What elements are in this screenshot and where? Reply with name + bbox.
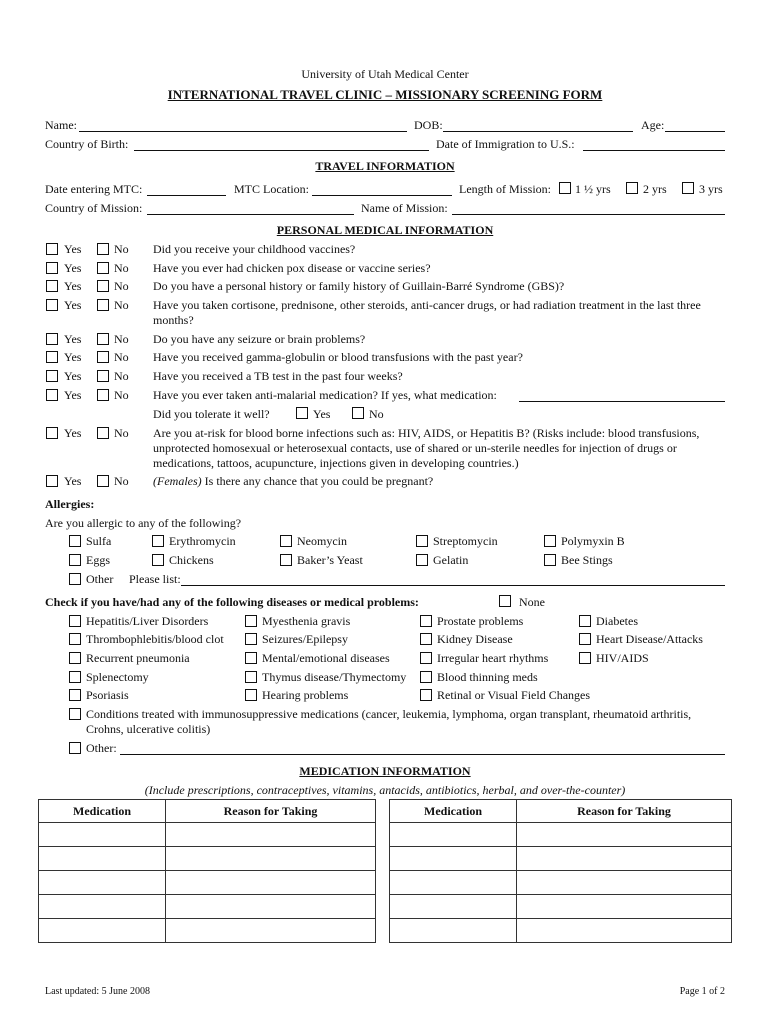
no-label: No — [114, 242, 129, 256]
length-2-checkbox[interactable] — [626, 182, 638, 194]
q7-no-checkbox[interactable] — [97, 370, 109, 382]
q2-yes-checkbox[interactable] — [46, 262, 58, 274]
condition-seizures-checkbox[interactable] — [245, 633, 257, 645]
question-text: Are you at-risk for blood borne infections such as: HIV, AIDS, or Hepatitis B? (Risks include: blood transfusions, unprotected homosexual or heterosexual contacts, use of shared or un-sterile needles for injection of drugs or medications, tattoos, acupuncture, injections given in developing countries.) — [153, 426, 700, 470]
condition-thymus-checkbox[interactable] — [245, 671, 257, 683]
q5-yes-checkbox[interactable] — [46, 333, 58, 345]
medication-column-header: Medication — [390, 800, 517, 823]
yes-label: Yes — [64, 369, 82, 383]
condition-pneumonia-checkbox[interactable] — [69, 652, 81, 664]
condition-label: Diabetes — [596, 614, 638, 628]
condition-label: Irregular heart rhythms — [437, 651, 549, 665]
q8-no-checkbox[interactable] — [97, 389, 109, 401]
reason-cell[interactable] — [166, 919, 376, 943]
conditions-none-label: None — [519, 595, 545, 609]
q5-no-checkbox[interactable] — [97, 333, 109, 345]
condition-other-field[interactable] — [120, 754, 725, 755]
anti-malarial-medication-field[interactable] — [519, 401, 725, 402]
no-label: No — [114, 388, 129, 402]
no-label: No — [114, 350, 129, 364]
name-label: Name: — [45, 118, 77, 132]
name-field[interactable] — [79, 131, 407, 132]
table-row — [39, 823, 376, 847]
please-list-label: Please list: — [129, 572, 181, 586]
condition-psoriasis-checkbox[interactable] — [69, 689, 81, 701]
condition-label: Mental/emotional diseases — [262, 651, 390, 665]
condition-label: Hearing problems — [262, 688, 349, 702]
medication-cell[interactable] — [390, 871, 517, 895]
q10-no-checkbox[interactable] — [97, 475, 109, 487]
condition-other-checkbox[interactable] — [69, 742, 81, 754]
medication-subheading: (Include prescriptions, contraceptives, vitamins, antacids, antibiotics, herbal, and over-the-counter) — [144, 783, 626, 797]
q4-no-checkbox[interactable] — [97, 299, 109, 311]
allergy-gelatin-checkbox[interactable] — [416, 554, 428, 566]
immigration-date-label: Date of Immigration to U.S.: — [436, 137, 575, 151]
dob-field[interactable] — [443, 131, 633, 132]
allergy-label: Polymyxin B — [561, 534, 625, 548]
medication-table-left — [38, 799, 376, 943]
tolerate-label: Did you tolerate it well? — [153, 407, 270, 421]
form-title: INTERNATIONAL TRAVEL CLINIC – MISSIONARY SCREENING FORM — [167, 87, 603, 102]
no-label: No — [114, 369, 129, 383]
question-text: Have you ever taken anti-malarial medication? If yes, what medication: — [153, 388, 497, 402]
table-row — [39, 847, 376, 871]
no-label: No — [114, 474, 129, 488]
q6-no-checkbox[interactable] — [97, 351, 109, 363]
condition-label: HIV/AIDS — [596, 651, 649, 665]
allergy-bakers-yeast-checkbox[interactable] — [280, 554, 292, 566]
tolerate-no-checkbox[interactable] — [352, 407, 364, 419]
allergy-label: Bee Stings — [561, 553, 613, 567]
travel-heading: TRAVEL INFORMATION — [315, 159, 455, 173]
condition-retinal-checkbox[interactable] — [420, 689, 432, 701]
allergy-other-checkbox[interactable] — [69, 573, 81, 585]
yes-label: Yes — [64, 332, 82, 346]
question-text: Have you taken cortisone, prednisone, other steroids, anti-cancer drugs, or had radiation treatment in the last three months? — [153, 298, 701, 327]
reason-cell[interactable] — [517, 823, 732, 847]
no-label: No — [114, 426, 129, 440]
yes-label: Yes — [64, 474, 82, 488]
condition-label: Kidney Disease — [437, 632, 513, 646]
condition-label: Seizures/Epilepsy — [262, 632, 348, 646]
no-label: No — [114, 298, 129, 312]
reason-cell[interactable] — [166, 847, 376, 871]
medication-cell[interactable] — [39, 919, 166, 943]
yes-label: Yes — [64, 261, 82, 275]
conditions-none-checkbox[interactable] — [499, 595, 511, 607]
medication-heading: MEDICATION INFORMATION — [299, 764, 471, 778]
condition-prostate-checkbox[interactable] — [420, 615, 432, 627]
length-of-mission-label: Length of Mission: — [459, 182, 551, 196]
condition-hearing-checkbox[interactable] — [245, 689, 257, 701]
condition-label: Thymus disease/Thymectomy — [262, 670, 407, 684]
question-text: Do you have a personal history or family history of Guillain-Barré Syndrome (GBS)? — [153, 279, 565, 293]
no-label: No — [114, 261, 129, 275]
allergy-list-field[interactable] — [181, 585, 725, 586]
q1-yes-checkbox[interactable] — [46, 243, 58, 255]
medication-cell[interactable] — [39, 895, 166, 919]
medication-cell[interactable] — [390, 823, 517, 847]
yes-label: Yes — [64, 426, 82, 440]
question-text: Do you have any seizure or brain problems? — [153, 332, 366, 346]
medication-cell[interactable] — [39, 871, 166, 895]
reason-cell[interactable] — [166, 871, 376, 895]
question-text: Have you received gamma-globulin or blood transfusions with the past year? — [153, 350, 523, 364]
no-label: No — [369, 407, 384, 421]
reason-cell[interactable] — [166, 895, 376, 919]
country-of-mission-label: Country of Mission: — [45, 201, 143, 215]
q10-yes-checkbox[interactable] — [46, 475, 58, 487]
question-text — [153, 474, 433, 489]
no-label: No — [114, 279, 129, 293]
allergy-label: Gelatin — [433, 553, 469, 567]
reason-cell[interactable] — [166, 823, 376, 847]
age-field[interactable] — [665, 131, 725, 132]
condition-label: Hepatitis/Liver Disorders — [86, 614, 209, 628]
allergies-question: Are you allergic to any of the following? — [45, 516, 242, 530]
condition-label: Recurrent pneumonia — [86, 651, 190, 665]
reason-column-header: Reason for Taking — [517, 800, 732, 823]
last-updated: Last updated: 5 June 2008 — [45, 986, 150, 997]
q4-yes-checkbox[interactable] — [46, 299, 58, 311]
yes-label: Yes — [64, 350, 82, 364]
condition-blood-thinning-checkbox[interactable] — [420, 671, 432, 683]
reason-cell[interactable] — [517, 871, 732, 895]
reason-cell[interactable] — [517, 847, 732, 871]
allergy-eggs-checkbox[interactable] — [69, 554, 81, 566]
medication-column-header: Medication — [39, 800, 166, 823]
yes-label: Yes — [64, 388, 82, 402]
allergy-label: Eggs — [86, 553, 110, 567]
page-number: Page 1 of 2 — [679, 986, 725, 997]
condition-thrombophlebitis-checkbox[interactable] — [69, 633, 81, 645]
country-of-mission-field[interactable] — [147, 214, 354, 215]
dob-label: DOB: — [414, 118, 443, 132]
condition-hiv-checkbox[interactable] — [579, 652, 591, 664]
medication-cell[interactable] — [39, 823, 166, 847]
table-row — [39, 895, 376, 919]
allergy-other-label: Other — [86, 572, 114, 586]
q1-no-checkbox[interactable] — [97, 243, 109, 255]
allergy-neomycin-checkbox[interactable] — [280, 535, 292, 547]
condition-label: Heart Disease/Attacks — [596, 632, 703, 646]
table-row — [390, 823, 732, 847]
personal-medical-heading: PERSONAL MEDICAL INFORMATION — [276, 223, 494, 237]
q6-yes-checkbox[interactable] — [46, 351, 58, 363]
condition-label: Myesthenia gravis — [262, 614, 351, 628]
allergy-label: Streptomycin — [433, 534, 498, 548]
length-1-5-checkbox[interactable] — [559, 182, 571, 194]
allergy-polymyxin-checkbox[interactable] — [544, 535, 556, 547]
date-entering-mtc-label: Date entering MTC: — [45, 182, 143, 196]
allergy-chickens-checkbox[interactable] — [152, 554, 164, 566]
reason-cell[interactable] — [517, 919, 732, 943]
medication-cell[interactable] — [390, 919, 517, 943]
mtc-location-label: MTC Location: — [234, 182, 309, 196]
allergy-label: Neomycin — [297, 534, 347, 548]
question-text: Have you ever had chicken pox disease or vaccine series? — [153, 261, 431, 275]
q9-yes-checkbox[interactable] — [46, 427, 58, 439]
country-of-birth-label: Country of Birth: — [45, 137, 129, 151]
no-label: No — [114, 332, 129, 346]
females-prefix: (Females) — [153, 474, 202, 488]
length-3-label: 3 yrs — [699, 182, 723, 196]
yes-label: Yes — [64, 279, 82, 293]
name-of-mission-field[interactable] — [452, 214, 725, 215]
condition-label: Retinal or Visual Field Changes — [437, 688, 591, 702]
condition-immunosuppressive-checkbox[interactable] — [69, 708, 81, 720]
name-of-mission-label: Name of Mission: — [361, 201, 448, 215]
pregnancy-question: Is there any chance that you could be pregnant? — [204, 474, 434, 488]
table-row — [390, 919, 732, 943]
question-text: Did you receive your childhood vaccines? — [153, 242, 356, 256]
yes-label: Yes — [64, 298, 82, 312]
medication-cell[interactable] — [39, 847, 166, 871]
table-row — [390, 895, 732, 919]
condition-heart-checkbox[interactable] — [579, 633, 591, 645]
allergy-label: Sulfa — [86, 534, 112, 548]
allergy-bee-stings-checkbox[interactable] — [544, 554, 556, 566]
condition-kidney-checkbox[interactable] — [420, 633, 432, 645]
length-3-checkbox[interactable] — [682, 182, 694, 194]
q7-yes-checkbox[interactable] — [46, 370, 58, 382]
allergy-streptomycin-checkbox[interactable] — [416, 535, 428, 547]
q8-yes-checkbox[interactable] — [46, 389, 58, 401]
q9-no-checkbox[interactable] — [97, 427, 109, 439]
q3-no-checkbox[interactable] — [97, 280, 109, 292]
condition-label: Psoriasis — [86, 688, 129, 702]
allergy-erythromycin-checkbox[interactable] — [152, 535, 164, 547]
reason-column-header: Reason for Taking — [166, 800, 376, 823]
age-label: Age: — [641, 118, 665, 132]
date-entering-mtc-field[interactable] — [147, 195, 226, 196]
allergy-label: Chickens — [169, 553, 214, 567]
condition-heart-rhythm-checkbox[interactable] — [420, 652, 432, 664]
condition-hepatitis-checkbox[interactable] — [69, 615, 81, 627]
medication-table-right — [389, 799, 732, 943]
medication-cell[interactable] — [390, 847, 517, 871]
condition-label: Thrombophlebitis/blood clot — [86, 632, 224, 646]
yes-label: Yes — [313, 407, 331, 421]
table-row — [39, 871, 376, 895]
condition-diabetes-checkbox[interactable] — [579, 615, 591, 627]
condition-label: Splenectomy — [86, 670, 149, 684]
allergy-label: Erythromycin — [169, 534, 236, 548]
allergy-label: Baker’s Yeast — [297, 553, 363, 567]
condition-label: Conditions treated with immunosuppressive medications (cancer, leukemia, lymphoma, organ transplant, rheumatoid arthritis, Crohns, ulcerative colitis) — [86, 707, 692, 736]
allergy-sulfa-checkbox[interactable] — [69, 535, 81, 547]
condition-myesthenia-checkbox[interactable] — [245, 615, 257, 627]
conditions-heading: Check if you have/had any of the following diseases or medical problems: — [45, 595, 419, 609]
tolerate-yes-checkbox[interactable] — [296, 407, 308, 419]
table-row — [39, 919, 376, 943]
question-text: Have you received a TB test in the past four weeks? — [153, 369, 403, 383]
allergies-heading: Allergies: — [45, 497, 95, 511]
medication-cell[interactable] — [390, 895, 517, 919]
immigration-date-field[interactable] — [583, 150, 725, 151]
yes-label: Yes — [64, 242, 82, 256]
condition-label: Prostate problems — [437, 614, 524, 628]
country-of-birth-field[interactable] — [134, 150, 429, 151]
q2-no-checkbox[interactable] — [97, 262, 109, 274]
institution-name: University of Utah Medical Center — [301, 67, 469, 81]
table-row — [390, 871, 732, 895]
table-row — [390, 847, 732, 871]
condition-splenectomy-checkbox[interactable] — [69, 671, 81, 683]
length-1-5-label: 1 ½ yrs — [575, 182, 611, 196]
condition-label: Blood thinning meds — [437, 670, 538, 684]
condition-mental-checkbox[interactable] — [245, 652, 257, 664]
q3-yes-checkbox[interactable] — [46, 280, 58, 292]
reason-cell[interactable] — [517, 895, 732, 919]
mtc-location-field[interactable] — [312, 195, 452, 196]
condition-other-label: Other: — [86, 741, 117, 755]
length-2-label: 2 yrs — [643, 182, 667, 196]
